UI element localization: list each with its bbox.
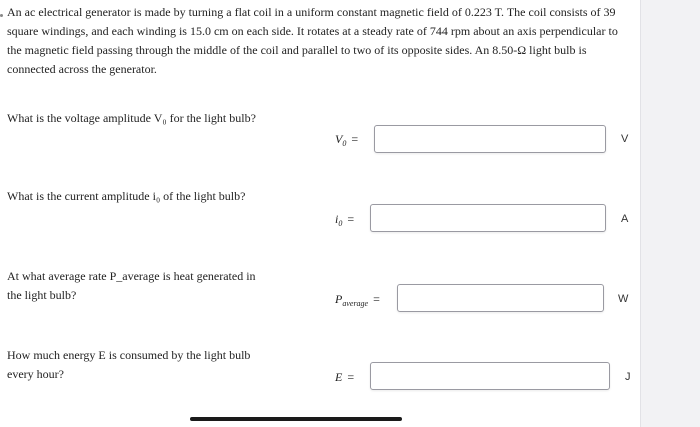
- question-average-power: At what average rate P_average is heat generated in the light bulb?: [7, 269, 256, 302]
- symbol: V: [335, 132, 343, 146]
- voltage-amplitude-label: [335, 132, 358, 148]
- equals-sign: =: [347, 212, 355, 226]
- equals-sign: =: [347, 370, 355, 384]
- question-energy-per-hour: How much energy E is consumed by the light bulb every hour?: [7, 348, 251, 381]
- symbol: E: [335, 370, 343, 384]
- equals-sign: =: [373, 292, 380, 306]
- average-power-label: [335, 292, 380, 308]
- equals-sign: =: [351, 132, 359, 146]
- subscript: average: [342, 299, 369, 308]
- right-side-panel: [640, 0, 700, 427]
- question-voltage-amplitude: What is the voltage amplitude V₀ for the light bulb?: [7, 111, 256, 125]
- voltage-unit-label: V: [621, 133, 629, 145]
- current-amplitude-input[interactable]: [370, 204, 606, 232]
- question-current-amplitude: What is the current amplitude i₀ of the light bulb?: [7, 189, 246, 203]
- symbol: P: [335, 292, 343, 306]
- current-unit-label: A: [621, 213, 629, 225]
- subscript: 0: [342, 139, 347, 148]
- problem-statement: An ac electrical generator is made by turning a flat coil in a uniform constant magnetic field of 0.223 T. The coil consists of 39 square windings, and each winding is 15.0 cm on each side. It rotates at a steady rate of 744 rpm about an axis perpendicular to the magnetic field passing through the middle of the coil and parallel to two of its opposite sides. An 8.50-Ω light bulb is connected across the generator.: [7, 5, 618, 76]
- power-unit-label: W: [618, 293, 629, 305]
- current-amplitude-label: [335, 212, 354, 228]
- margin-dot: [0, 14, 3, 17]
- subscript: 0: [338, 219, 343, 228]
- average-power-input[interactable]: [397, 284, 604, 312]
- energy-label: [335, 370, 354, 386]
- voltage-amplitude-input[interactable]: [374, 125, 606, 153]
- home-indicator-bar[interactable]: [190, 417, 402, 421]
- energy-input[interactable]: [370, 362, 610, 390]
- symbol: i: [335, 212, 339, 226]
- energy-unit-label: J: [625, 371, 631, 383]
